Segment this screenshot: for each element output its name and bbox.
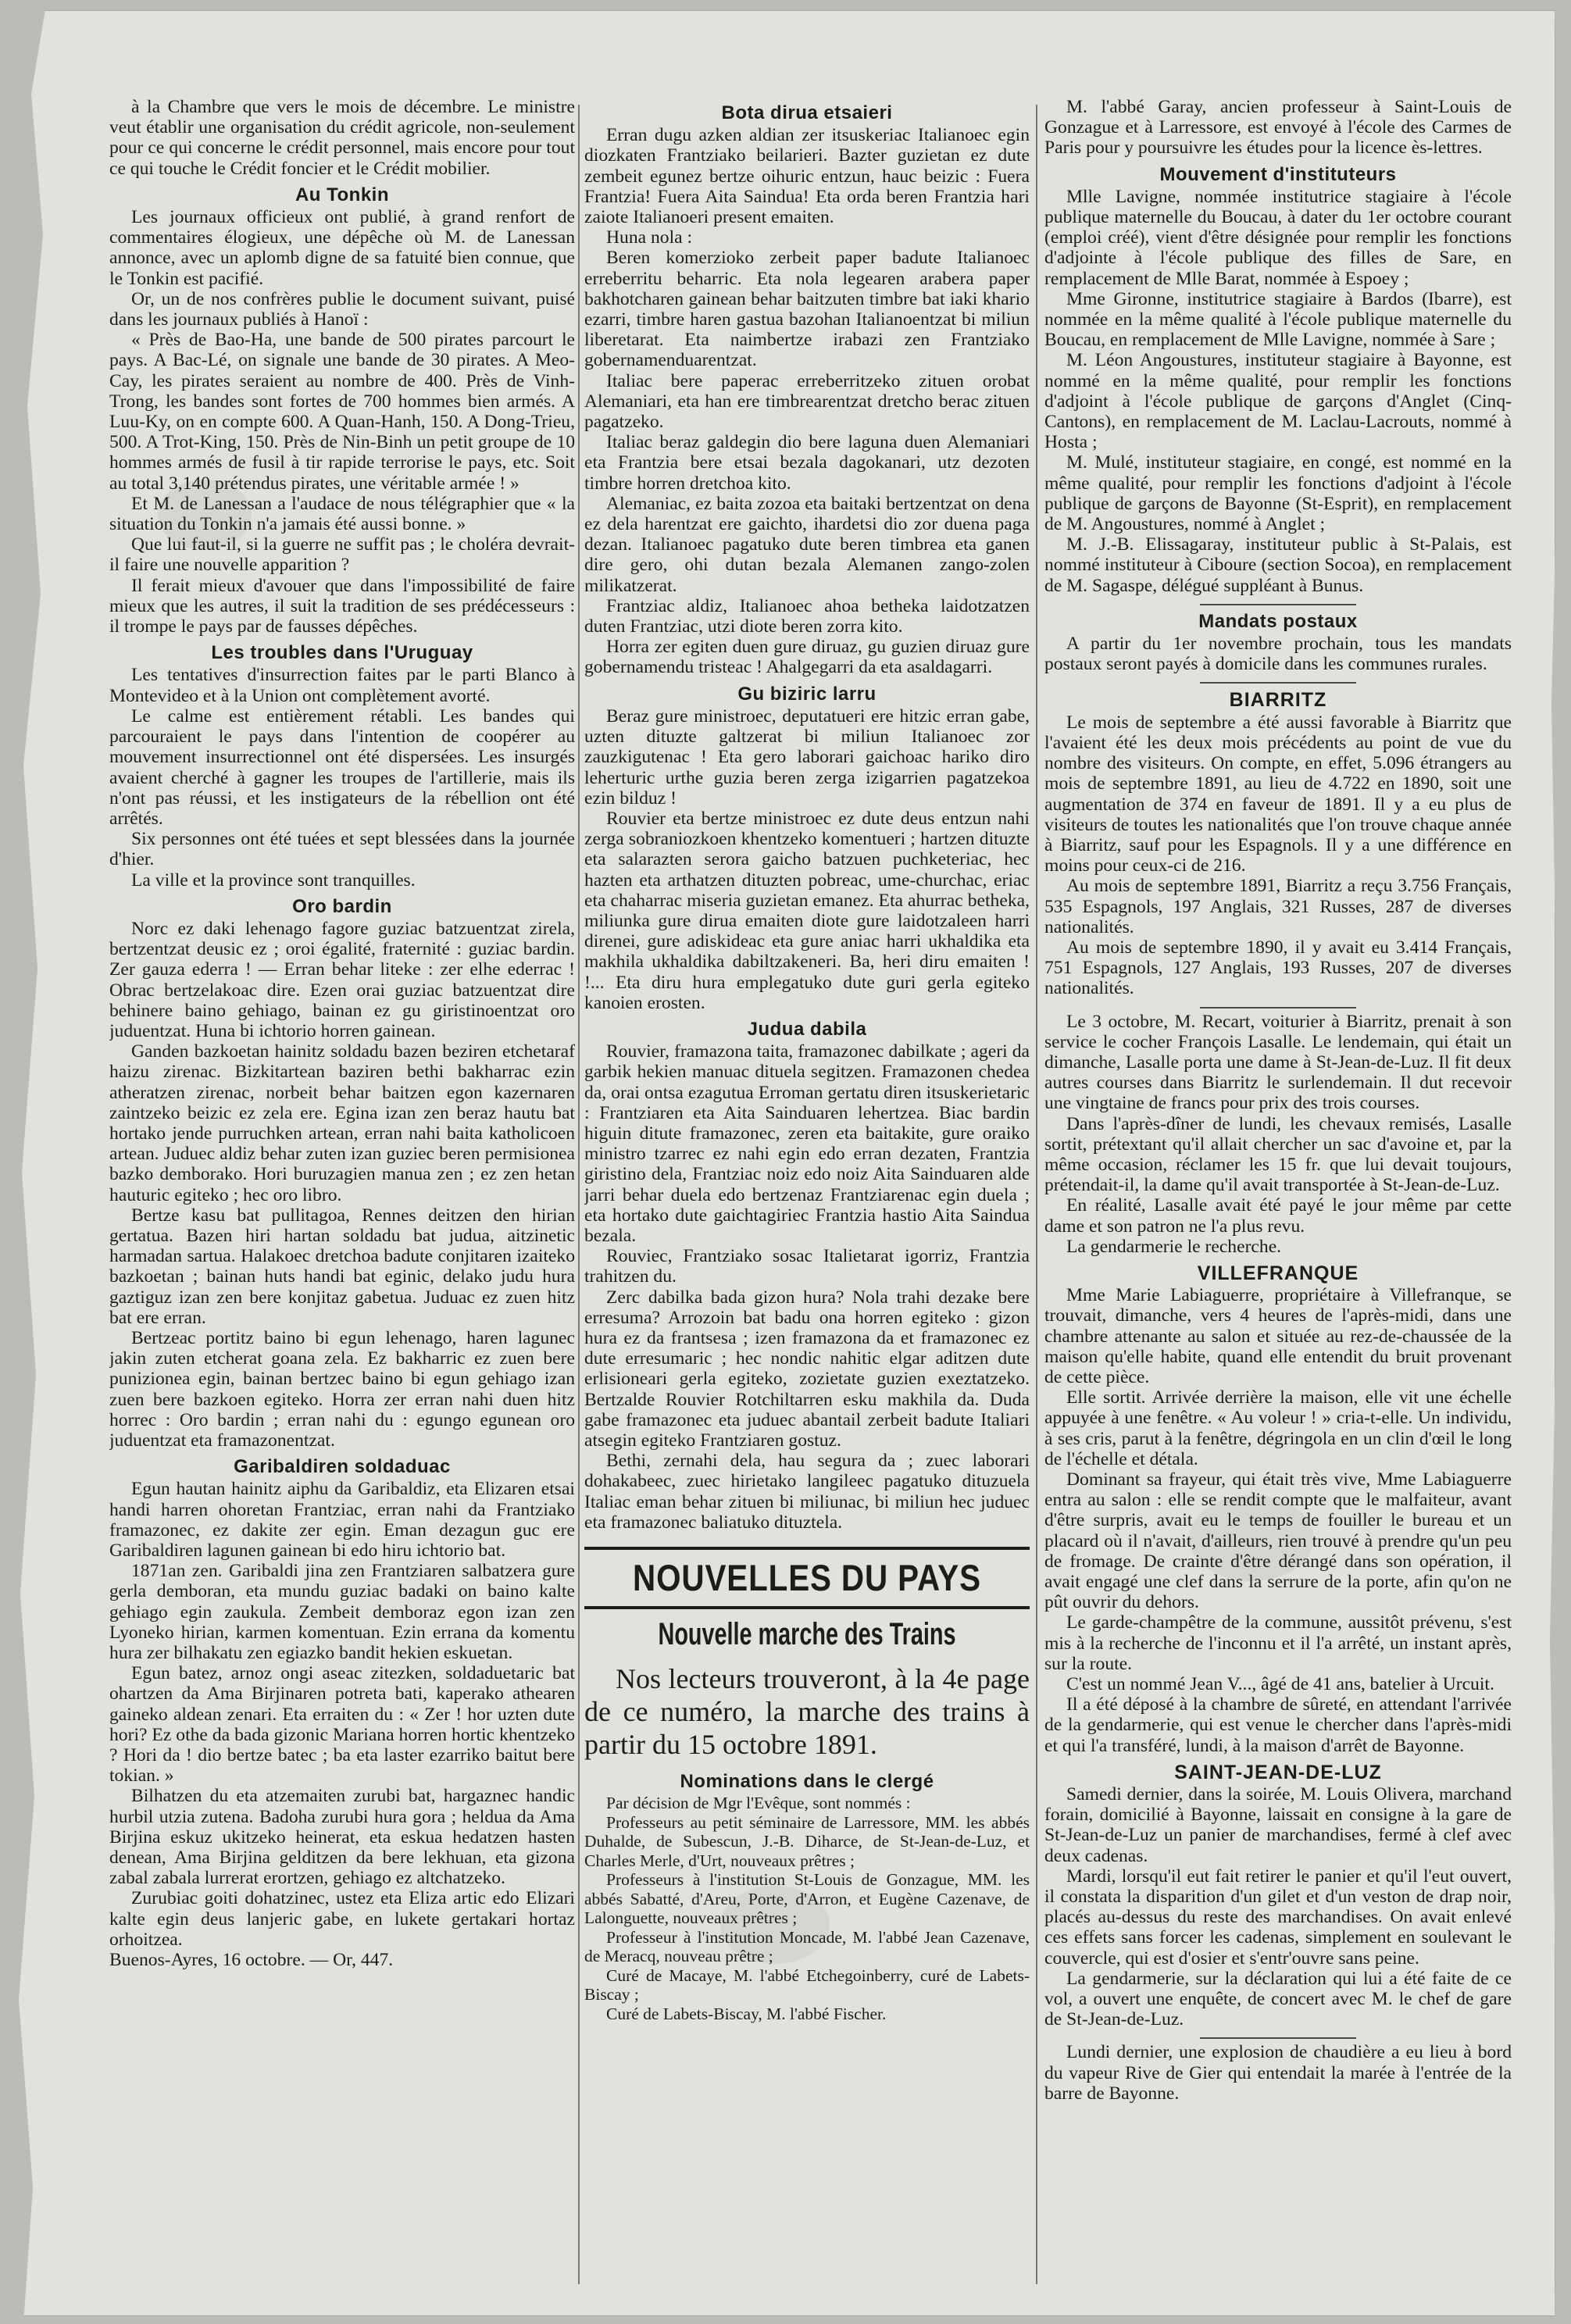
article-paragraph: Rouviec, Frantziako sosac Italietarat igorriz, Frantzia trahitzen du. bbox=[584, 1246, 1030, 1287]
article-paragraph: M. l'abbé Garay, ancien professeur à Saint-Louis de Gonzague et à Larressore, est envoyé à l'école des Carmes de Paris pour y poursuivre les études pour la licence ès-lettres. bbox=[1044, 97, 1512, 159]
article-paragraph: Lundi dernier, une explosion de chaudière a eu lieu à bord du vapeur Rive de Gier qui entendait la marée à l'entrée de la barre de Bayonne. bbox=[1044, 2042, 1512, 2104]
article-paragraph: Dominant sa frayeur, qui était très vive, Mme Labiaguerre entra au salon : elle se rendit compte que le malfaiteur, avant d'être surpris, avait eu le temps de fouiller le bureau et un placard où il n'avait, d'ailleurs, rien trouvé à prendre qu'un peu de fromage. De crainte d'être dérangé dans son opération, il avait engagé une clef dans la serrure de la porte, afin qu'on ne pût ouvrir du dehors. bbox=[1044, 1469, 1512, 1613]
article-paragraph: Zurubiac goiti dohatzinec, ustez eta Eliza artic edo Elizari kalte egin deus lanjeric gabe, en lukete gertakari hortaz orhoitzea. bbox=[109, 1888, 575, 1950]
article-paragraph: Bilhatzen du eta atzemaiten zurubi bat, hargaznec handic hurbil utzia zutena. Badoha zurubi hura gora ; heldua da Ama Birjina eskuz ukitzeko heinerat, eta eskua hedatzen hasten denean, Ama Birjina gelditzen da bere lekhuan, eta gizona zabal zabala lurrerat erortzen, gehiago ez altchatzeko. bbox=[109, 1786, 575, 1889]
nomination-item: Par décision de Mgr l'Evêque, sont nommés : bbox=[606, 1794, 911, 1813]
article-paragraph: Rouvier, framazona taita, framazonec dabilkate ; ageri da garbik hekien manuac dituela segitzen. Framazonen chedea da, orai ontsa ezagutua Erroman gertatu diren itsuskerietaric : Frantziaren eta Aita Sainduaren lehertzea. Biac bardin higuin ditute framazonec, zeren eta baitakite, gure oraiko ministro tzarrec ez nahi egin edo erran dezaten, Frantzia giristino dela, Frantziac noiz edo noiz Aita Sainduaren alde jarri behar duela edo bertzenaz Frantziarenac egin duela ; eta hortako dute gaichtagiriec Frantzia hastio Aita Saindua bezala. bbox=[584, 1041, 1030, 1246]
article-paragraph: Norc ez daki lehenago fagore guziac batzuentzat zirela, bertzentzat deusic ez ; oroi égalité, fraternité : guziac bardin. Zer gauza ederra ! — Erran behar liteke : zer elhe ederrac ! Obrac bertzelakoac dire. Ezen orai guziac batzuentzat dire behinere baino gehiago, bainan ez gu giristinoentzat oro juduentzat. Huna bi ichtorio horren gainean. bbox=[109, 918, 575, 1041]
article-paragraph: La gendarmerie le recherche. bbox=[1066, 1236, 1282, 1257]
section-heading: Bota dirua etsaieri bbox=[721, 102, 893, 123]
section-heading: VILLEFRANQUE bbox=[1197, 1262, 1359, 1284]
nomination-item: Professeurs à l'institution St-Louis de Gonzague, MM. les abbés Sabatté, d'Areu, Porte, d'Arron, et Eugène Cazenave, de Lalonguette, nouveaux prêtres ; bbox=[584, 1870, 1030, 1928]
article-paragraph: Mardi, lorsqu'il eut fait retirer le panier et qu'il l'eut ouvert, il constata la disparition d'un gilet et d'un veston de drap noir, placés au-dessus du reste des marchandises. On avait enlevé ces effets sans forcer les cadenas, simplement en soulevant le couvercle, qui est d'osier et s'entr'ouvre sans peine. bbox=[1044, 1865, 1512, 1969]
column-right bbox=[1044, 97, 1512, 2300]
nomination-item: Curé de Macaye, M. l'abbé Etchegoinberry, curé de Labets-Biscay ; bbox=[584, 1965, 1030, 2004]
notice-paragraph: Nos lecteurs trouveront, à la 4e page de ce numéro, la marche des trains à partir du 15 octobre 1891. bbox=[584, 1663, 1030, 1761]
article-paragraph: Le garde-champêtre de la commune, aussitôt prévenu, s'est mis à la recherche de l'inconnu et il l'a arrêté, un instant après, sur la route. bbox=[1044, 1612, 1512, 1674]
section-separator bbox=[1200, 1007, 1356, 1008]
article-paragraph: Les tentatives d'insurrection faites par le parti Blanco à Montevideo et à la Union ont complètement avorté. bbox=[109, 665, 575, 706]
article-paragraph: Au mois de septembre 1891, Biarritz a reçu 3.756 Français, 535 Espagnols, 197 Anglais, 321 Russes, 287 de diverses nationalités. bbox=[1044, 876, 1512, 937]
article-paragraph: à la Chambre que vers le mois de décembre. Le ministre veut établir une organisation du crédit agricole, non-seulement pour ce qui concerne le crédit personnel, mais encore pour tout ce qui touche le Crédit foncier et le Crédit mobilier. bbox=[109, 97, 575, 179]
section-heading: Mouvement d'instituteurs bbox=[1159, 163, 1397, 185]
article-paragraph: La gendarmerie, sur la déclaration qui lui a été faite de ce vol, a ouvert une enquête, de concert avec M. le chef de gare de St-Jean-de-Luz. bbox=[1044, 1968, 1512, 2030]
column-left bbox=[109, 97, 575, 2300]
article-paragraph: Le 3 octobre, M. Recart, voiturier à Biarritz, prenait à son service le cocher François Lasalle. Le lendemain, qui était un dimanche, Lasalle porta une dame à St-Jean-de-Luz. Il fit deux autres courses dans Biarritz le surlendemain. Il dut recevoir une vingtaine de francs pour prix des trois courses. bbox=[1044, 1011, 1512, 1114]
section-heading: Judua dabila bbox=[747, 1018, 867, 1040]
banner-title: NOUVELLES DU PAYS bbox=[633, 1557, 981, 1599]
article-paragraph: Huna nola : bbox=[606, 227, 693, 248]
sub-banner-title: Nouvelle marche des Trains bbox=[658, 1617, 956, 1652]
newspaper-page bbox=[17, 11, 1555, 2315]
article-paragraph: Elle sortit. Arrivée derrière la maison, elle vit une échelle appuyée à une fenêtre. « Au voleur ! » cria-t-elle. Un individu, à ses cris, parut à la fenêtre, dégringola en un clin d'œil le long de l'échelle et détala. bbox=[1044, 1387, 1512, 1469]
article-paragraph: Horra zer egiten duen gure diruaz, gu guzien diruaz gure gobernamendu tristeac ! Ahalgegarri da eta asaldagarri. bbox=[584, 637, 1030, 678]
section-heading: Garibaldiren soldaduac bbox=[234, 1456, 451, 1478]
article-paragraph: Or, un de nos confrères publie le document suivant, puisé dans les journaux publiés à Hanoï : bbox=[109, 288, 575, 330]
article-paragraph: Mme Gironne, institutrice stagiaire à Bardos (Ibarre), est nommée en la même qualité à l'école publique maternelle du Boucau, en remplacement de Mlle Lavigne, nommée à Sare ; bbox=[1044, 288, 1512, 351]
article-paragraph: Egun hautan hainitz aiphu da Garibaldiz, eta Elizaren etsai handi harren ohoretan Frantziac, erran nahi da Frantziako framazonec, ez dakite zer egin. Eman dezagun guc ere Garibaldiren lagunen gainean bi edo hiru ichtorio bat. bbox=[109, 1479, 575, 1562]
article-paragraph: Bertzeac portitz baino bi egun lehenago, haren lagunec jakin zuten etcherat goana zela. Ez bakharric ez zuen bere punizionea egin, bainan bertzec baino bi egun gehiago izan zuen bere bazkoen egiteko. Horra zer erran nahi duen hitz horrec : Oro bardin ; erran nahi du : egungo egunean oro juduentzat eta framazonentzat. bbox=[109, 1327, 575, 1451]
section-separator bbox=[1200, 604, 1356, 605]
article-paragraph: Egun batez, arnoz ongi aseac zitezken, soldaduetaric bat ohartzen da Ama Birjinaren potreta bati, kaperako athearen gaineko aldean zenari. Eta erraiten du : « Zer ! hor uzten dute hori? Ez othe da bada gizonic Mariana horren hortic khentzeko ? Hori da ! dio bertze batec ; ba eta laster ezarriko baitut bere tokian. » bbox=[109, 1663, 575, 1787]
nomination-item: Professeurs au petit séminaire de Larressore, MM. les abbés Duhalde, de Subescun, J.-B. Diharce, de St-Jean-de-Luz, et Charles Merle, d'Urt, nouveaux prêtres ; bbox=[584, 1812, 1030, 1870]
article-paragraph: Les journaux officieux ont publié, à grand renfort de commentaires élogieux, une dépêche où M. de Lanessan annonce, avec un aplomb digne de sa fatuité bien connue, que le Tonkin est pacifié. bbox=[109, 207, 575, 289]
article-paragraph: Erran dugu azken aldian zer itsuskeriac Italianoec egin diozkaten Frantziako beilarieri. Bazter guzietan ez dute zembeit egunez bertze oihuric entzun, hauc beizic : Fuera Frantzia! Fuera Aita Saindua! Eta orda beren Frantzia hari zaiote Italianoeri present emaiten. bbox=[584, 125, 1030, 228]
article-paragraph: Six personnes ont été tuées et sept blessées dans la journée d'hier. bbox=[109, 829, 575, 870]
article-paragraph: Samedi dernier, dans la soirée, M. Louis Olivera, marchand forain, domicilié à Bayonne, laissait en consigne à la gare de St-Jean-de-Luz un panier de marchandises, fermé à clef avec deux cadenas. bbox=[1044, 1784, 1512, 1866]
article-paragraph: Beren komerzioko zerbeit paper badute Italianoec erreberritu beharric. Eta nola legearen arabera paper bakhotcharen gainean behar baitzuten timbre bat iaki khario ezarri, timbre haren gastua bazohan Italianoentzat bi miliun liberetarat. Eta naimbertze irabazi zen Frantziako gobernamenduarentzat. bbox=[584, 248, 1030, 371]
article-paragraph: M. J.-B. Elissagaray, instituteur public à St-Palais, est nommé instituteur à Ciboure (section Socoa), en remplacement de M. Sagaspe, délégué suppléant à Bunus. bbox=[1044, 534, 1512, 596]
article-paragraph: Beraz gure ministroec, deputatueri ere hitzic erran gabe, uzten dituzte galtzerat bi miliun Italianoec zor zauzkigutenac ! Eta gero laborari gaichoac hariko diro leherturic urthe guzia beren zerga izigarrien pagatzekoa ezin bilduz ! bbox=[584, 705, 1030, 809]
article-paragraph: Mlle Lavigne, nommée institutrice stagiaire à l'école publique maternelle du Boucau, à dater du 1er octobre courant (emploi créé), vient d'être désignée pour remplir les fonctions d'adjointe à l'école publique des filles de Sare, en remplacement de Mlle Barat, nommée à Espoey ; bbox=[1044, 186, 1512, 289]
dateline: Buenos-Ayres, 16 octobre. — Or, 447. bbox=[109, 1950, 394, 1971]
article-paragraph: Italiac beraz galdegin dio bere laguna duen Alemaniari eta Frantzia bere etsai bezala dagokanari, utz dezoten timbre horren dretchoa kito. bbox=[584, 432, 1030, 494]
section-heading: Oro bardin bbox=[292, 895, 392, 917]
section-heading: Gu biziric larru bbox=[737, 683, 877, 705]
section-heading: Mandats postaux bbox=[1198, 610, 1358, 632]
article-paragraph: Alemaniac, ez baita zozoa eta baitaki bertzentzat on dena ez dela harentzat ere gaichto, ihardetsi dio zor duena paga dezan. Italianoec pagatuko dute beren timbrea eta ganen dire gero, ohi dutan bezala Alemanen zango-zolen milikatzerat. bbox=[584, 493, 1030, 596]
section-heading: Nominations dans le clergé bbox=[680, 1771, 934, 1793]
column-middle bbox=[584, 97, 1030, 2300]
article-paragraph: Zerc dabilka bada gizon hura? Nola trahi dezake bere erresuma? Arrozoin bat badu ona horren egiteko : gizon hura ez da frantsesa ; izen framazona da et framazonec ez dute erresumaric ; hec nondic nahitic elgar aditzen dute erlisioneari gerla egiteko, zozietate guzien exeztatzeko. Bertzalde Rouvier Rotchiltarren esku makhila da. Duda gabe framazonec eta juduec abantail zerbeit badute Italiari atsegin egiteko Frantziaren gostuz. bbox=[584, 1287, 1030, 1451]
article-paragraph: Rouvier eta bertze ministroec ez dute deus entzun nahi zerga sobraniozkoen khentzeko komentueri ; hartzen dituzte eta salarazten serora gaicho batzuen puchketeriac, hec hazten eta arthatzen dituzten pobreac, ume-churchac, eriac eta chaharrac miseria guzietan emanez. Eta ahurrac betheka, miliunka gure dirua emaiten diote gure laidotzaleen harri direnei, gure adiskideac eta gure aniac harri ukhaldika eta makhila ukhaldika dabiltzakeneri. Ba, heri diru emaiten ! !... Eta diru hura emplegatuko dute guri gerla egiteko kanoien erosten. bbox=[584, 808, 1030, 1013]
article-paragraph: Italiac bere paperac erreberritzeko zituen orobat Alemaniari, eta han ere timbrearentzat dretcho berac zituen pagatzeko. bbox=[584, 370, 1030, 433]
nomination-item: Professeur à l'institution Moncade, M. l'abbé Jean Cazenave, de Meracq, nouveau prêtre ; bbox=[584, 1927, 1030, 1966]
article-paragraph: Ganden bazkoetan hainitz soldadu bazen beziren etchetaraf haizu zirenac. Bizkitartean baziren bethi bakharrac ezin atheratzen zirenac, norbeit behar baitzen egon kazernaren zaintzeko beizic ez zela ere. Egina izan zen beraz hautu bat hortako jende purruchken artean, erran nahi baita katholicoen artean. Juduec aldiz behar zuten izan guziec beren permisionea bazko demborako. Hori buruzagien manua zen ; ez zen hetan hauturic egiteko ; hec oro libro. bbox=[109, 1041, 575, 1205]
article-paragraph: Il ferait mieux d'avouer que dans l'impossibilité de faire mieux que les autres, il suit la tradition de ses prédécesseurs : il trompe le pays par de fausses dépêches. bbox=[109, 575, 575, 637]
article-paragraph: A partir du 1er novembre prochain, tous les mandats postaux seront payés à domicile dans les communes rurales. bbox=[1044, 634, 1512, 675]
article-paragraph: Dans l'après-dîner de lundi, les chevaux remisés, Lasalle sortit, prétextant qu'il allait chercher un sac d'avoine et, par la même occasion, réclamer les 15 fr. que lui devait toujours, prétendait-il, la dame qu'il avait transportée à St-Jean-de-Luz. bbox=[1044, 1113, 1512, 1196]
article-paragraph: La ville et la province sont tranquilles. bbox=[131, 869, 416, 891]
article-paragraph: « Près de Bao-Ha, une bande de 500 pirates parcourt le pays. A Bac-Lé, on signale une bande de 30 pirates. A Meo-Cay, les pirates seraient au nombre de 400. Près de Vinh-Trong, les bandes sont fortes de 700 hommes bien armés. A Luu-Ky, on en compte 600. A Quan-Hanh, 150. A Dong-Trieu, 500. A Trot-King, 150. Près de Nin-Binh un petit groupe de 10 hommes armés de fusil à tir rapide terrorise le pays, etc. Soit au total 3,140 prétendus pirates, une véritable armée ! » bbox=[109, 330, 575, 494]
article-paragraph: C'est un nommé Jean V..., âgé de 41 ans, batelier à Urcuit. bbox=[1066, 1674, 1494, 1695]
section-separator bbox=[1200, 682, 1356, 684]
article-paragraph: M. Léon Angoustures, instituteur stagiaire à Bayonne, est nommé en la même qualité, pour remplir les fonctions d'adjoint à l'école publique de garçons d'Anglet (Cinq-Cantons), en remplacement de M. Laclau-Lacrouts, nommé à Hosta ; bbox=[1044, 350, 1512, 453]
article-paragraph: Que lui faut-il, si la guerre ne suffit pas ; le choléra devrait-il faire une nouvelle apparition ? bbox=[109, 534, 575, 576]
article-paragraph: Mme Marie Labiaguerre, propriétaire à Villefranque, se trouvait, dimanche, vers 4 heures de l'après-midi, dans une chambre attenante au salon et située au rez-de-chaussée de la maison qu'elle habite, quand elle entendit du bruit provenant de cette pièce. bbox=[1044, 1285, 1512, 1387]
section-separator bbox=[1200, 2037, 1356, 2039]
article-paragraph: Frantziac aldiz, Italianoec ahoa betheka laidotzatzen duten Frantziac, utzi diote beren zorra kito. bbox=[584, 595, 1030, 637]
nouvelles-banner bbox=[584, 1547, 1030, 1609]
column-divider bbox=[1036, 105, 1037, 2284]
article-paragraph: Au mois de septembre 1890, il y avait eu 3.414 Français, 751 Espagnols, 127 Anglais, 193 Russes, 207 de diverses nationalités. bbox=[1044, 937, 1512, 999]
article-paragraph: En réalité, Lasalle avait été payé le jour même par cette dame et son patron ne l'a plus revu. bbox=[1044, 1195, 1512, 1237]
section-heading: SAINT-JEAN-DE-LUZ bbox=[1174, 1761, 1382, 1783]
section-heading: Au Tonkin bbox=[295, 184, 390, 205]
article-paragraph: Le calme est entièrement rétabli. Les bandes qui parcouraient le pays dans l'intention de coopérer au mouvement insurrectionnel ont été dispersées. Les insurgés avaient cherché à gagner les troupes de l'artillerie, mais ils n'ont pas réussi, et les instigateurs de la rébellion ont été arrêtés. bbox=[109, 705, 575, 829]
article-paragraph: Bethi, zernahi dela, hau segura da ; zuec laborari dohakabeec, zuec hirietako langileec pagatuko dituzuela Italiac eman behar zituen bi miliunac, bi miliun hec juduec eta framazonec baliatuko dituztela. bbox=[584, 1451, 1030, 1533]
article-paragraph: Il a été déposé à la chambre de sûreté, en attendant l'arrivée de la gendarmerie, qui est venue le chercher dans l'après-midi et qui l'a transféré, lundi, à la maison d'arrêt de Bayonne. bbox=[1044, 1694, 1512, 1756]
article-paragraph: Bertze kasu bat pullitagoa, Rennes deitzen den hirian gertatua. Bazen hiri hartan soldadu bat judua, aitzinetic harmadan sartua. Halakoec dretchoa badute conjitaren izaiteko bazkoetan ; bainan huts handi bat eginic, delako judu hura gaztiguz izan zen bere konjitaz gabetua. Juduac ez zuen hitz bat ere erran. bbox=[109, 1205, 575, 1328]
nomination-item: Curé de Labets-Biscay, M. l'abbé Fischer. bbox=[606, 2004, 887, 2023]
section-heading: BIARRITZ bbox=[1229, 689, 1327, 712]
article-paragraph: M. Mulé, instituteur stagiaire, en congé, est nommé en la même qualité, pour remplir les fonctions d'adjoint à l'école publique de garçons de Bayonne (St-Esprit), en remplacement de M. Angoustures, nommé à Anglet ; bbox=[1044, 452, 1512, 535]
article-paragraph: Le mois de septembre a été aussi favorable à Biarritz que l'avaient été les deux mois précédents au point de vue du nombre des visiteurs. On compte, en effet, 5.096 étrangers au mois de septembre 1891, au lieu de 4.722 en 1890, soit une augmentation de 374 en faveur de 1891. Il y a eu plus de visiteurs de toutes les nationalités que l'on trouve chaque année à Biarritz, sauf pour les Espagnols. Il y a une différence en moins pour ceux-ci de 216. bbox=[1044, 712, 1512, 876]
column-divider bbox=[578, 105, 580, 2284]
section-heading: Les troubles dans l'Uruguay bbox=[211, 642, 473, 664]
article-paragraph: 1871an zen. Garibaldi jina zen Frantziaren salbatzera gure gerla demboran, eta mundu guziac badaki on baino kalte gehiago egin zaukula. Zembeit demboraz egon izan zen Lyoneko hirian, karmen komentuan. Ezin errana da komentu hura zer bilhakatu zen egiazko bandit hekien eskuetan. bbox=[109, 1561, 575, 1664]
article-paragraph: Et M. de Lanessan a l'audace de nous télégraphier que « la situation du Tonkin n'a jamais été aussi bonne. » bbox=[109, 493, 575, 535]
